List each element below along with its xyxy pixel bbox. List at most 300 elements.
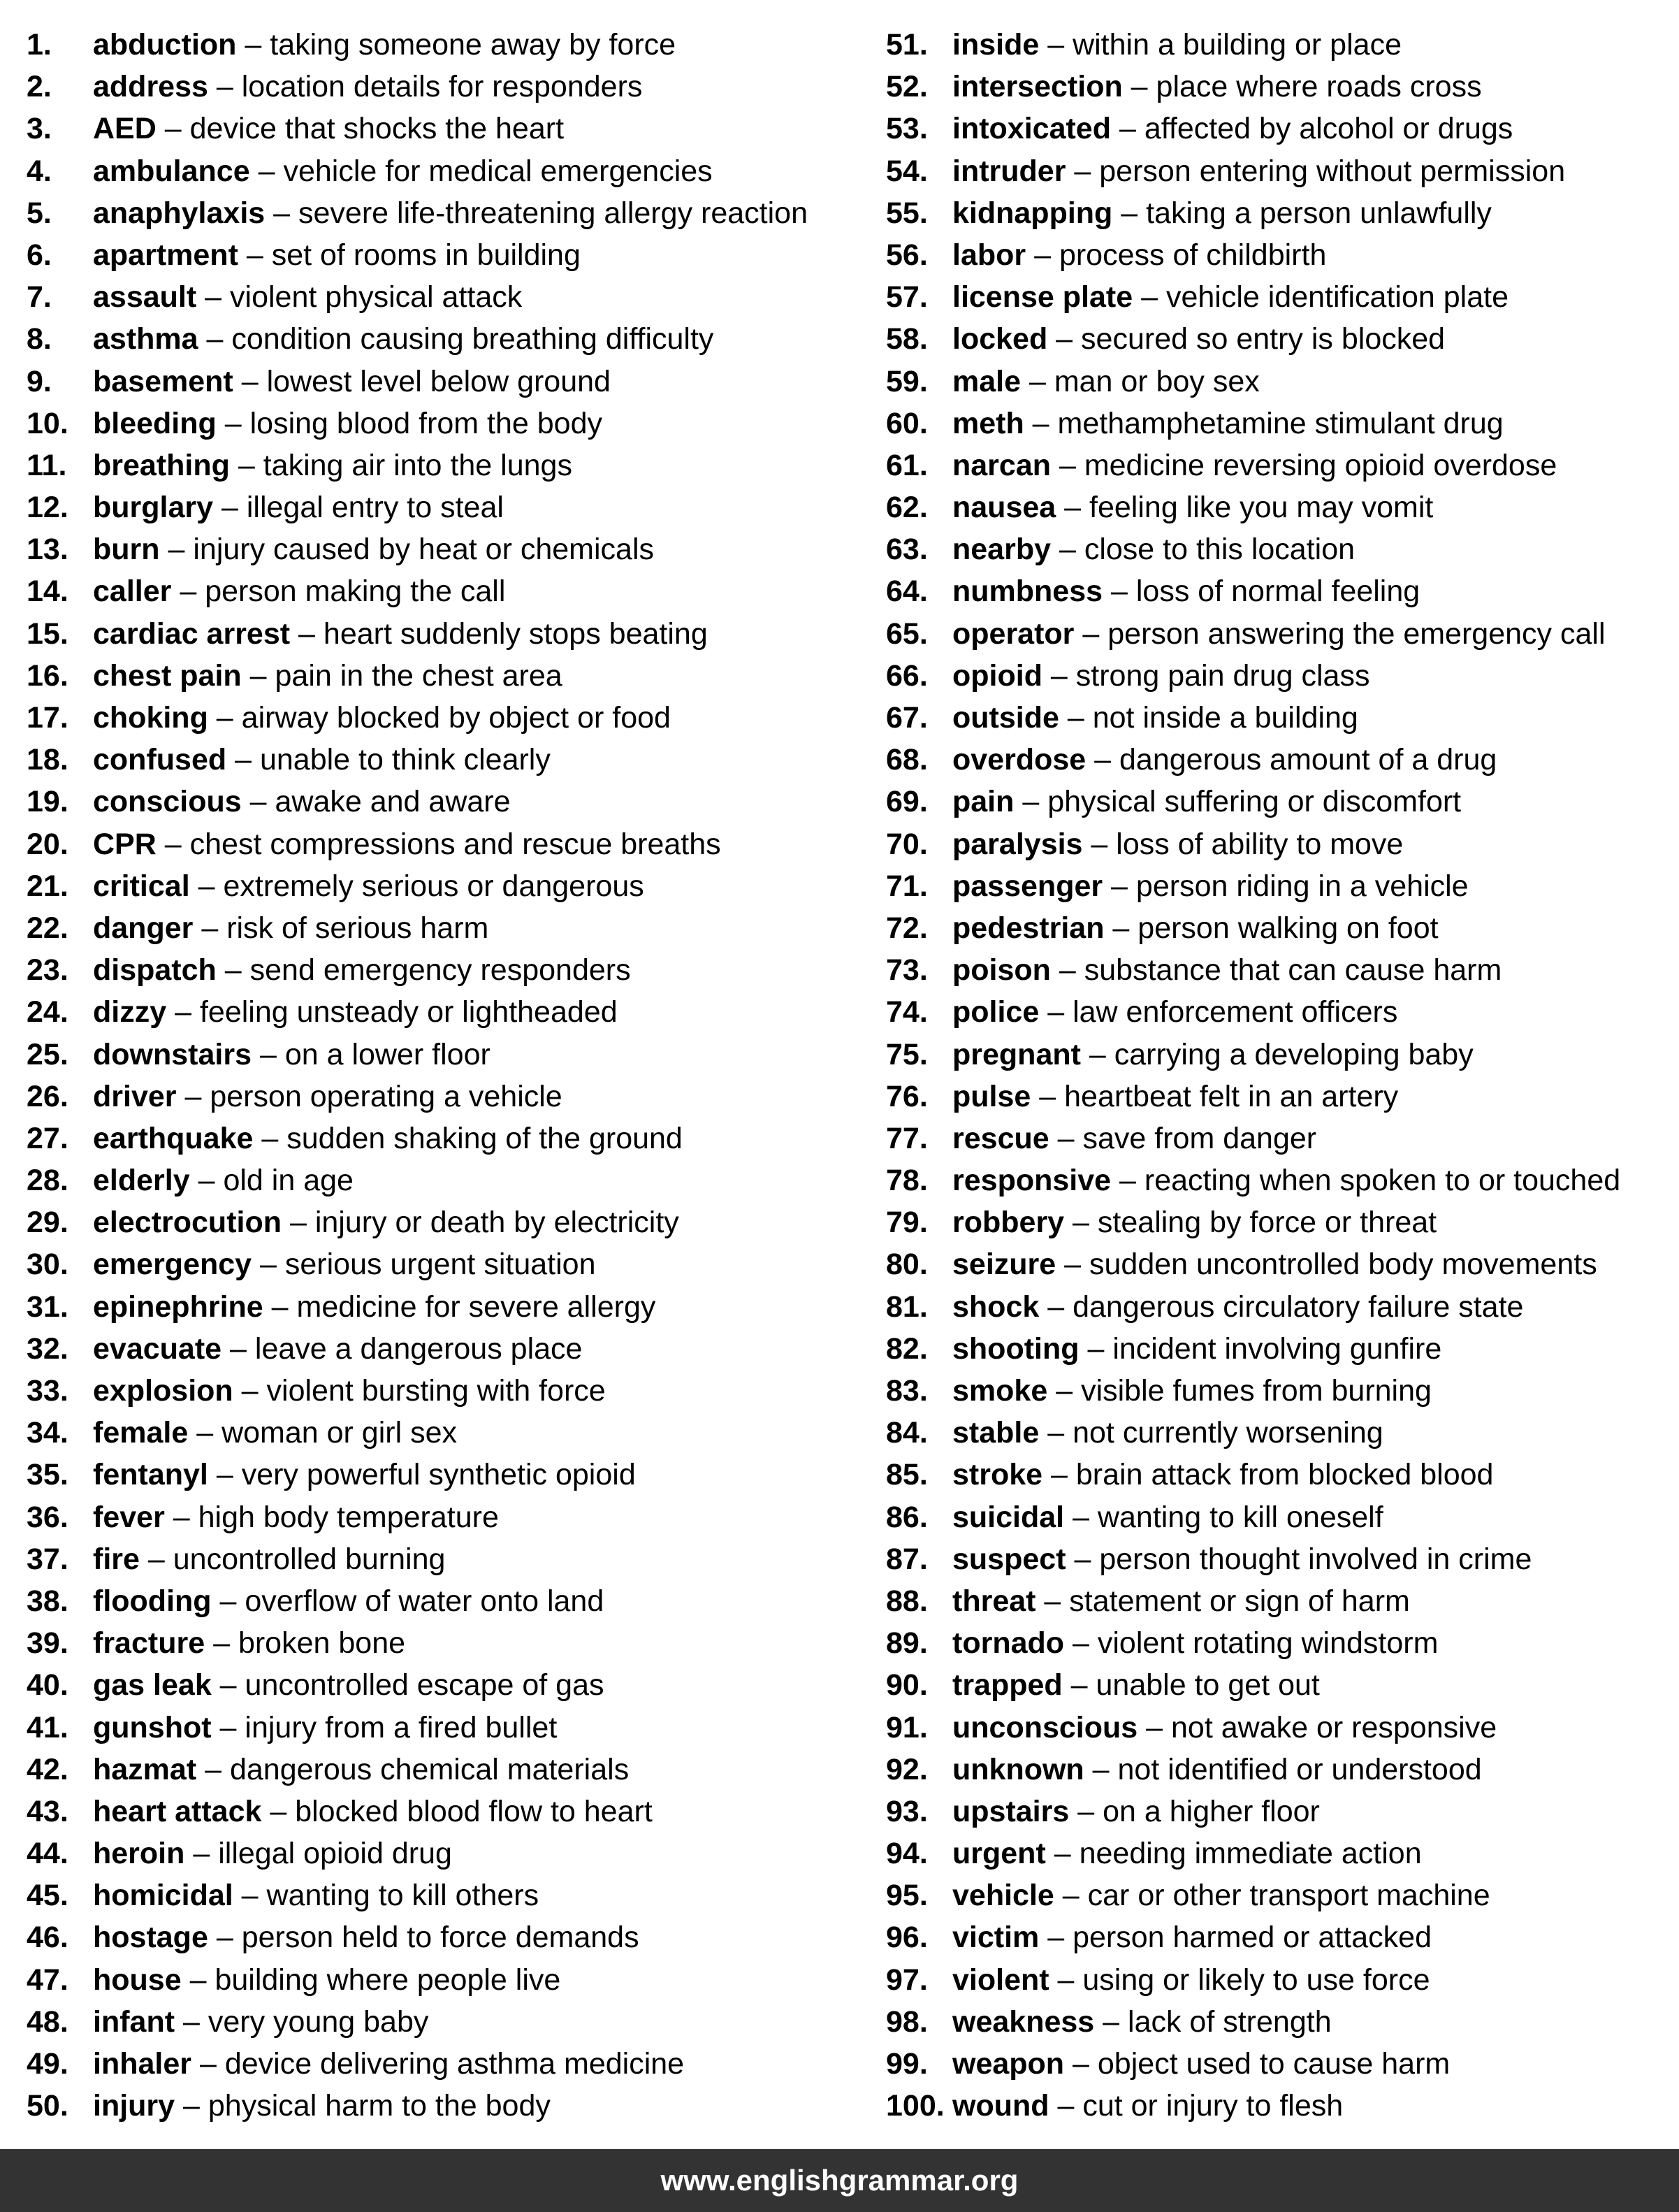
entry-separator: – [156,112,190,146]
entry-separator: – [196,280,231,315]
vocab-entry [886,2089,1669,2131]
entry-number: 81. [886,1289,928,1324]
entry-definition: brain attack from blocked blood [1075,1458,1494,1492]
entry-definition: law enforcement officers [1073,995,1398,1029]
vocab-entry [27,491,851,533]
entry-definition: person walking on foot [1137,911,1439,945]
entry-number: 21. [27,869,68,903]
entry-definition: needing immediate action [1079,1837,1422,1871]
entry-number: 83. [886,1374,928,1408]
entry-separator: – [1112,196,1147,230]
entry-definition: physical harm to the body [208,2089,551,2123]
entry-separator: – [233,1879,267,1913]
entry-separator: – [229,448,263,482]
vocab-entry [886,743,1669,785]
entry-number: 7. [27,280,52,315]
entry-term: pulse [952,1079,1031,1113]
entry-term: smoke [952,1374,1048,1408]
entry-term: gunshot [93,1710,212,1744]
footer-url[interactable]: www.englishgrammar.org [660,2164,1019,2197]
entry-number: 9. [27,364,52,398]
entry-number: 65. [886,616,928,651]
entry-definition: device that shocks the heart [189,112,565,146]
vocab-entry [886,827,1669,869]
entry-definition: injury caused by heat or chemicals [193,533,655,567]
vocab-entry [886,1206,1669,1248]
entry-number: 99. [886,2047,928,2081]
entry-separator: – [263,1289,297,1324]
entry-term: intersection [952,70,1123,104]
entry-term: heroin [93,1837,185,1871]
entry-definition: medicine reversing opioid overdose [1084,448,1557,482]
entry-definition: uncontrolled burning [173,1542,446,1576]
entry-number: 56. [886,238,928,272]
entry-separator: – [1056,491,1090,525]
entry-term: anaphylaxis [93,196,266,230]
vocab-entry [886,1837,1669,1879]
vocab-entry [27,1122,851,1164]
vocabulary-list-right [886,28,1669,2131]
entry-term: operator [952,616,1075,651]
entry-term: overdose [952,743,1086,777]
entry-term: paralysis [952,827,1083,861]
entry-separator: – [1021,364,1054,398]
entry-term: hazmat [93,1752,197,1786]
entry-definition: within a building or place [1073,28,1402,62]
vocab-entry [27,574,851,616]
entry-definition: person making the call [205,574,506,609]
vocab-entry [27,743,851,785]
entry-term: fire [93,1542,140,1576]
entry-term: kidnapping [952,196,1113,230]
entry-separator: – [208,1458,242,1492]
vocab-entry [27,1711,851,1753]
entry-term: breathing [93,448,230,482]
entry-definition: sudden uncontrolled body movements [1089,1248,1597,1282]
entry-term: AED [93,112,157,146]
vocab-entry [886,1290,1669,1332]
entry-term: violent [952,1962,1049,1997]
entry-number: 55. [886,196,928,230]
entry-separator: – [1082,827,1117,861]
entry-number: 25. [27,1037,68,1071]
entry-term: narcan [952,448,1052,482]
entry-separator: – [1051,533,1084,567]
entry-definition: heart suddenly stops beating [323,616,708,651]
entry-definition: device delivering asthma medicine [224,2047,685,2081]
entry-number: 11. [27,448,67,482]
entry-number: 76. [886,1079,928,1113]
entry-term: homicidal [93,1879,233,1913]
entry-definition: condition causing breathing difficulty [231,322,714,356]
entry-term: emergency [93,1248,252,1282]
entry-number: 78. [886,1164,928,1198]
entry-definition: reacting when spoken to or touched [1144,1164,1621,1198]
entry-definition: dangerous chemical materials [229,1752,630,1786]
vocab-entry [27,869,851,911]
entry-separator: – [1039,1416,1073,1450]
vocab-entry [27,1879,851,1921]
entry-term: epinephrine [93,1289,263,1324]
entry-separator: – [171,574,205,609]
entry-separator: – [1069,1794,1103,1828]
entry-definition: send emergency responders [249,953,631,988]
entry-definition: stealing by force or threat [1097,1206,1437,1240]
vocab-entry [27,154,851,196]
entry-definition: person held to force demands [241,1921,639,1955]
vocab-entry [27,617,851,659]
vocab-entry [27,449,851,491]
entry-number: 82. [886,1331,928,1366]
vocab-entry [886,869,1669,911]
vocab-entry [27,1921,851,1962]
entry-separator: – [1104,911,1138,945]
entry-definition: process of childbirth [1059,238,1327,272]
entry-separator: – [1080,1037,1114,1071]
entry-number: 33. [27,1374,68,1408]
entry-separator: – [1056,1248,1090,1282]
entry-number: 63. [886,533,928,567]
entry-definition: lack of strength [1128,2004,1332,2039]
entry-separator: – [191,2047,225,2081]
entry-definition: on a higher floor [1103,1794,1320,1828]
vocab-entry [886,1038,1669,1080]
entry-separator: – [252,1037,285,1071]
vocab-entry [27,1248,851,1289]
entry-definition: awake and aware [275,785,511,819]
entry-separator: – [175,2089,208,2123]
entry-number: 80. [886,1248,928,1282]
entry-separator: – [188,1416,222,1450]
entry-number: 49. [27,2047,68,2081]
entry-number: 94. [886,1837,928,1871]
entry-number: 13. [27,533,68,567]
entry-separator: – [238,238,272,272]
entry-separator: – [211,1584,245,1618]
vocab-entry [886,1458,1669,1500]
vocab-entry [886,1332,1669,1374]
vocab-entry [886,407,1669,449]
entry-definition: strong pain drug class [1075,658,1370,693]
entry-definition: illegal entry to steal [246,491,504,525]
entry-separator: – [1054,1879,1088,1913]
entry-definition: person answering the emergency call [1107,616,1606,651]
entry-definition: chest compressions and rescue breaths [189,827,721,861]
vocab-entry [886,1080,1669,1122]
vocab-entry [27,365,851,407]
entry-separator: – [1064,1500,1098,1534]
entry-term: inhaler [93,2047,191,2081]
vocab-entry [886,1921,1669,1962]
entry-definition: broken bone [238,1626,406,1661]
vocab-entry [27,1374,851,1416]
entry-number: 66. [886,658,928,693]
vocab-entry [886,1668,1669,1710]
entry-number: 79. [886,1206,928,1240]
entry-definition: very young baby [208,2004,429,2039]
entry-number: 98. [886,2004,928,2039]
entry-definition: feeling unsteady or lightheaded [199,995,618,1029]
entry-definition: not identified or understood [1117,1752,1482,1786]
vocab-entry [27,1416,851,1458]
entry-definition: using or likely to use force [1082,1962,1430,1997]
entry-number: 59. [886,364,928,398]
entry-definition: loss of normal feeling [1135,574,1420,609]
entry-term: asthma [93,322,198,356]
vocab-entry [27,1668,851,1710]
entry-term: victim [952,1921,1040,1955]
entry-definition: car or other transport machine [1087,1879,1490,1913]
entry-separator: – [189,1164,224,1198]
entry-term: chest pain [93,658,242,693]
vocab-entry [886,533,1669,574]
entry-number: 42. [27,1752,68,1786]
entry-definition: dangerous circulatory failure state [1073,1289,1524,1324]
entry-definition: visible fumes from burning [1081,1374,1432,1408]
entry-definition: object used to cause harm [1097,2047,1451,2081]
vocab-entry [27,1963,851,2005]
entry-number: 3. [27,112,52,146]
entry-term: intoxicated [952,112,1111,146]
entry-term: assault [93,280,197,315]
vocab-entry [886,911,1669,953]
entry-number: 5. [27,196,52,230]
entry-term: weakness [952,2004,1095,2039]
entry-definition: woman or girl sex [221,1416,458,1450]
entry-separator: – [1035,1584,1070,1618]
entry-term: bleeding [93,406,217,440]
entry-separator: – [213,491,247,525]
entry-separator: – [241,658,275,693]
entry-definition: not inside a building [1092,701,1358,735]
entry-definition: dangerous amount of a drug [1119,743,1497,777]
entry-definition: wanting to kill oneself [1097,1500,1383,1534]
entry-term: pain [952,785,1015,819]
entry-definition: man or boy sex [1054,364,1260,398]
entry-number: 19. [27,785,68,819]
entry-term: trapped [952,1668,1063,1703]
entry-definition: old in age [223,1164,354,1198]
entry-term: outside [952,701,1059,735]
entry-separator: – [1064,1626,1098,1661]
entry-separator: – [1045,1837,1080,1871]
entry-number: 38. [27,1584,68,1618]
entry-term: rescue [952,1121,1049,1155]
entry-definition: taking someone away by force [270,28,676,62]
entry-number: 86. [886,1500,928,1534]
vocab-entry [886,70,1669,112]
entry-definition: unable to get out [1096,1668,1320,1703]
entry-separator: – [1039,1921,1073,1955]
entry-term: numbness [952,574,1103,609]
entry-definition: location details for responders [241,70,643,104]
entry-separator: – [236,28,270,62]
vocab-entry [886,1501,1669,1542]
entry-number: 16. [27,658,68,693]
entry-term: choking [93,701,208,735]
entry-number: 71. [886,869,928,903]
entry-number: 26. [27,1079,68,1113]
entry-definition: taking a person unlawfully [1146,196,1492,230]
entry-definition: high body temperature [198,1500,499,1534]
vocab-entry [886,1626,1669,1668]
vocab-entry [27,1332,851,1374]
vocab-entry [27,1164,851,1206]
entry-term: locked [952,322,1048,356]
entry-term: seizure [952,1248,1056,1282]
entry-separator: – [1111,112,1144,146]
entry-number: 20. [27,827,68,861]
entry-separator: – [1086,743,1120,777]
entry-number: 61. [886,448,928,482]
entry-separator: – [1049,1121,1083,1155]
entry-separator: – [193,911,227,945]
entry-separator: – [1064,2047,1098,2081]
entry-definition: medicine for severe allergy [296,1289,656,1324]
entry-term: gas leak [93,1668,212,1703]
vocab-entry [27,196,851,238]
vocab-entry [886,2047,1669,2089]
vocab-entry [27,1795,851,1837]
entry-term: unknown [952,1752,1084,1786]
vocab-entry [886,953,1669,995]
entry-definition: set of rooms in building [271,238,581,272]
vocab-entry [27,995,851,1037]
vocab-entry [886,995,1669,1037]
entry-number: 18. [27,743,68,777]
entry-term: dizzy [93,995,167,1029]
entry-term: electrocution [93,1206,282,1240]
vocab-entry [886,1795,1669,1837]
entry-number: 84. [886,1416,928,1450]
vocab-entry [27,1038,851,1080]
entry-term: stable [952,1416,1040,1450]
entry-number: 4. [27,154,52,188]
entry-term: fever [93,1500,165,1534]
entry-definition: violent physical attack [230,280,523,315]
entry-term: basement [93,364,233,398]
vocab-entry [27,2047,851,2089]
entry-definition: feeling like you may vomit [1089,491,1434,525]
entry-definition: not awake or responsive [1171,1710,1497,1744]
entry-separator: – [1049,2089,1083,2123]
entry-term: injury [93,2089,175,2123]
vocab-entry [27,1080,851,1122]
entry-term: cardiac arrest [93,616,291,651]
entry-number: 70. [886,827,928,861]
entry-term: suicidal [952,1500,1065,1534]
entry-number: 74. [886,995,928,1029]
entry-term: threat [952,1584,1036,1618]
entry-term: shooting [952,1331,1080,1366]
entry-definition: losing blood from the body [249,406,602,440]
entry-number: 92. [886,1752,928,1786]
entry-definition: building where people live [215,1962,561,1997]
entry-term: danger [93,911,194,945]
vocab-entry [27,28,851,70]
entry-number: 1. [27,28,52,62]
entry-separator: – [282,1206,315,1240]
entry-term: stroke [952,1458,1043,1492]
entry-separator: – [241,785,275,819]
entry-definition: cut or injury to flesh [1082,2089,1344,2123]
entry-term: upstairs [952,1794,1070,1828]
entry-definition: person riding in a vehicle [1135,869,1469,903]
entry-number: 69. [886,785,928,819]
vocab-entry [886,322,1669,364]
entry-number: 22. [27,911,68,945]
entry-separator: – [290,616,324,651]
entry-definition: extremely serious or dangerous [223,869,644,903]
vocab-entry [886,1374,1669,1416]
entry-definition: not currently worsening [1073,1416,1383,1450]
entry-definition: leave a dangerous place [254,1331,583,1366]
entry-number: 87. [886,1542,928,1576]
entry-term: hostage [93,1921,208,1955]
vocab-entry [27,70,851,112]
entry-number: 15. [27,616,68,651]
entry-number: 45. [27,1879,68,1913]
entry-definition: methamphetamine stimulant drug [1057,406,1504,440]
entry-separator: – [1059,701,1093,735]
entry-separator: – [1039,1289,1073,1324]
entry-number: 48. [27,2004,68,2039]
entry-term: pedestrian [952,911,1105,945]
entry-number: 75. [886,1037,928,1071]
entry-definition: violent rotating windstorm [1097,1626,1439,1661]
entry-term: burglary [93,491,214,525]
entry-separator: – [166,995,200,1029]
entry-definition: uncontrolled escape of gas [245,1668,604,1703]
entry-separator: – [176,1079,210,1113]
entry-separator: – [189,869,224,903]
entry-number: 57. [886,280,928,315]
entry-number: 37. [27,1542,68,1576]
entry-number: 95. [886,1879,928,1913]
entry-term: police [952,995,1040,1029]
vocab-entry [886,449,1669,491]
entry-separator: – [181,1962,215,1997]
entry-term: opioid [952,658,1042,693]
entry-number: 77. [886,1121,928,1155]
entry-definition: wanting to kill others [266,1879,539,1913]
entry-definition: very powerful synthetic opioid [241,1458,636,1492]
entry-term: burn [93,533,160,567]
entry-separator: – [1026,238,1059,272]
entry-separator: – [159,533,194,567]
entry-number: 35. [27,1458,68,1492]
entry-number: 50. [27,2089,68,2123]
vocab-entry [27,1837,851,1879]
entry-separator: – [1066,154,1100,188]
entry-definition: save from danger [1082,1121,1317,1155]
footer-bar [0,2149,1679,2212]
entry-term: ambulance [93,154,250,188]
entry-term: driver [93,1079,177,1113]
entry-number: 64. [886,574,928,609]
entry-separator: – [1074,616,1108,651]
entry-separator: – [1094,2004,1128,2039]
entry-number: 10. [27,406,68,440]
entry-number: 29. [27,1206,68,1240]
vocab-entry [27,1584,851,1626]
entry-number: 54. [886,154,928,188]
entry-term: flooding [93,1584,212,1618]
entry-term: license plate [952,280,1133,315]
entry-number: 23. [27,953,68,988]
vocab-entry [886,112,1669,154]
entry-separator: – [1062,1668,1096,1703]
